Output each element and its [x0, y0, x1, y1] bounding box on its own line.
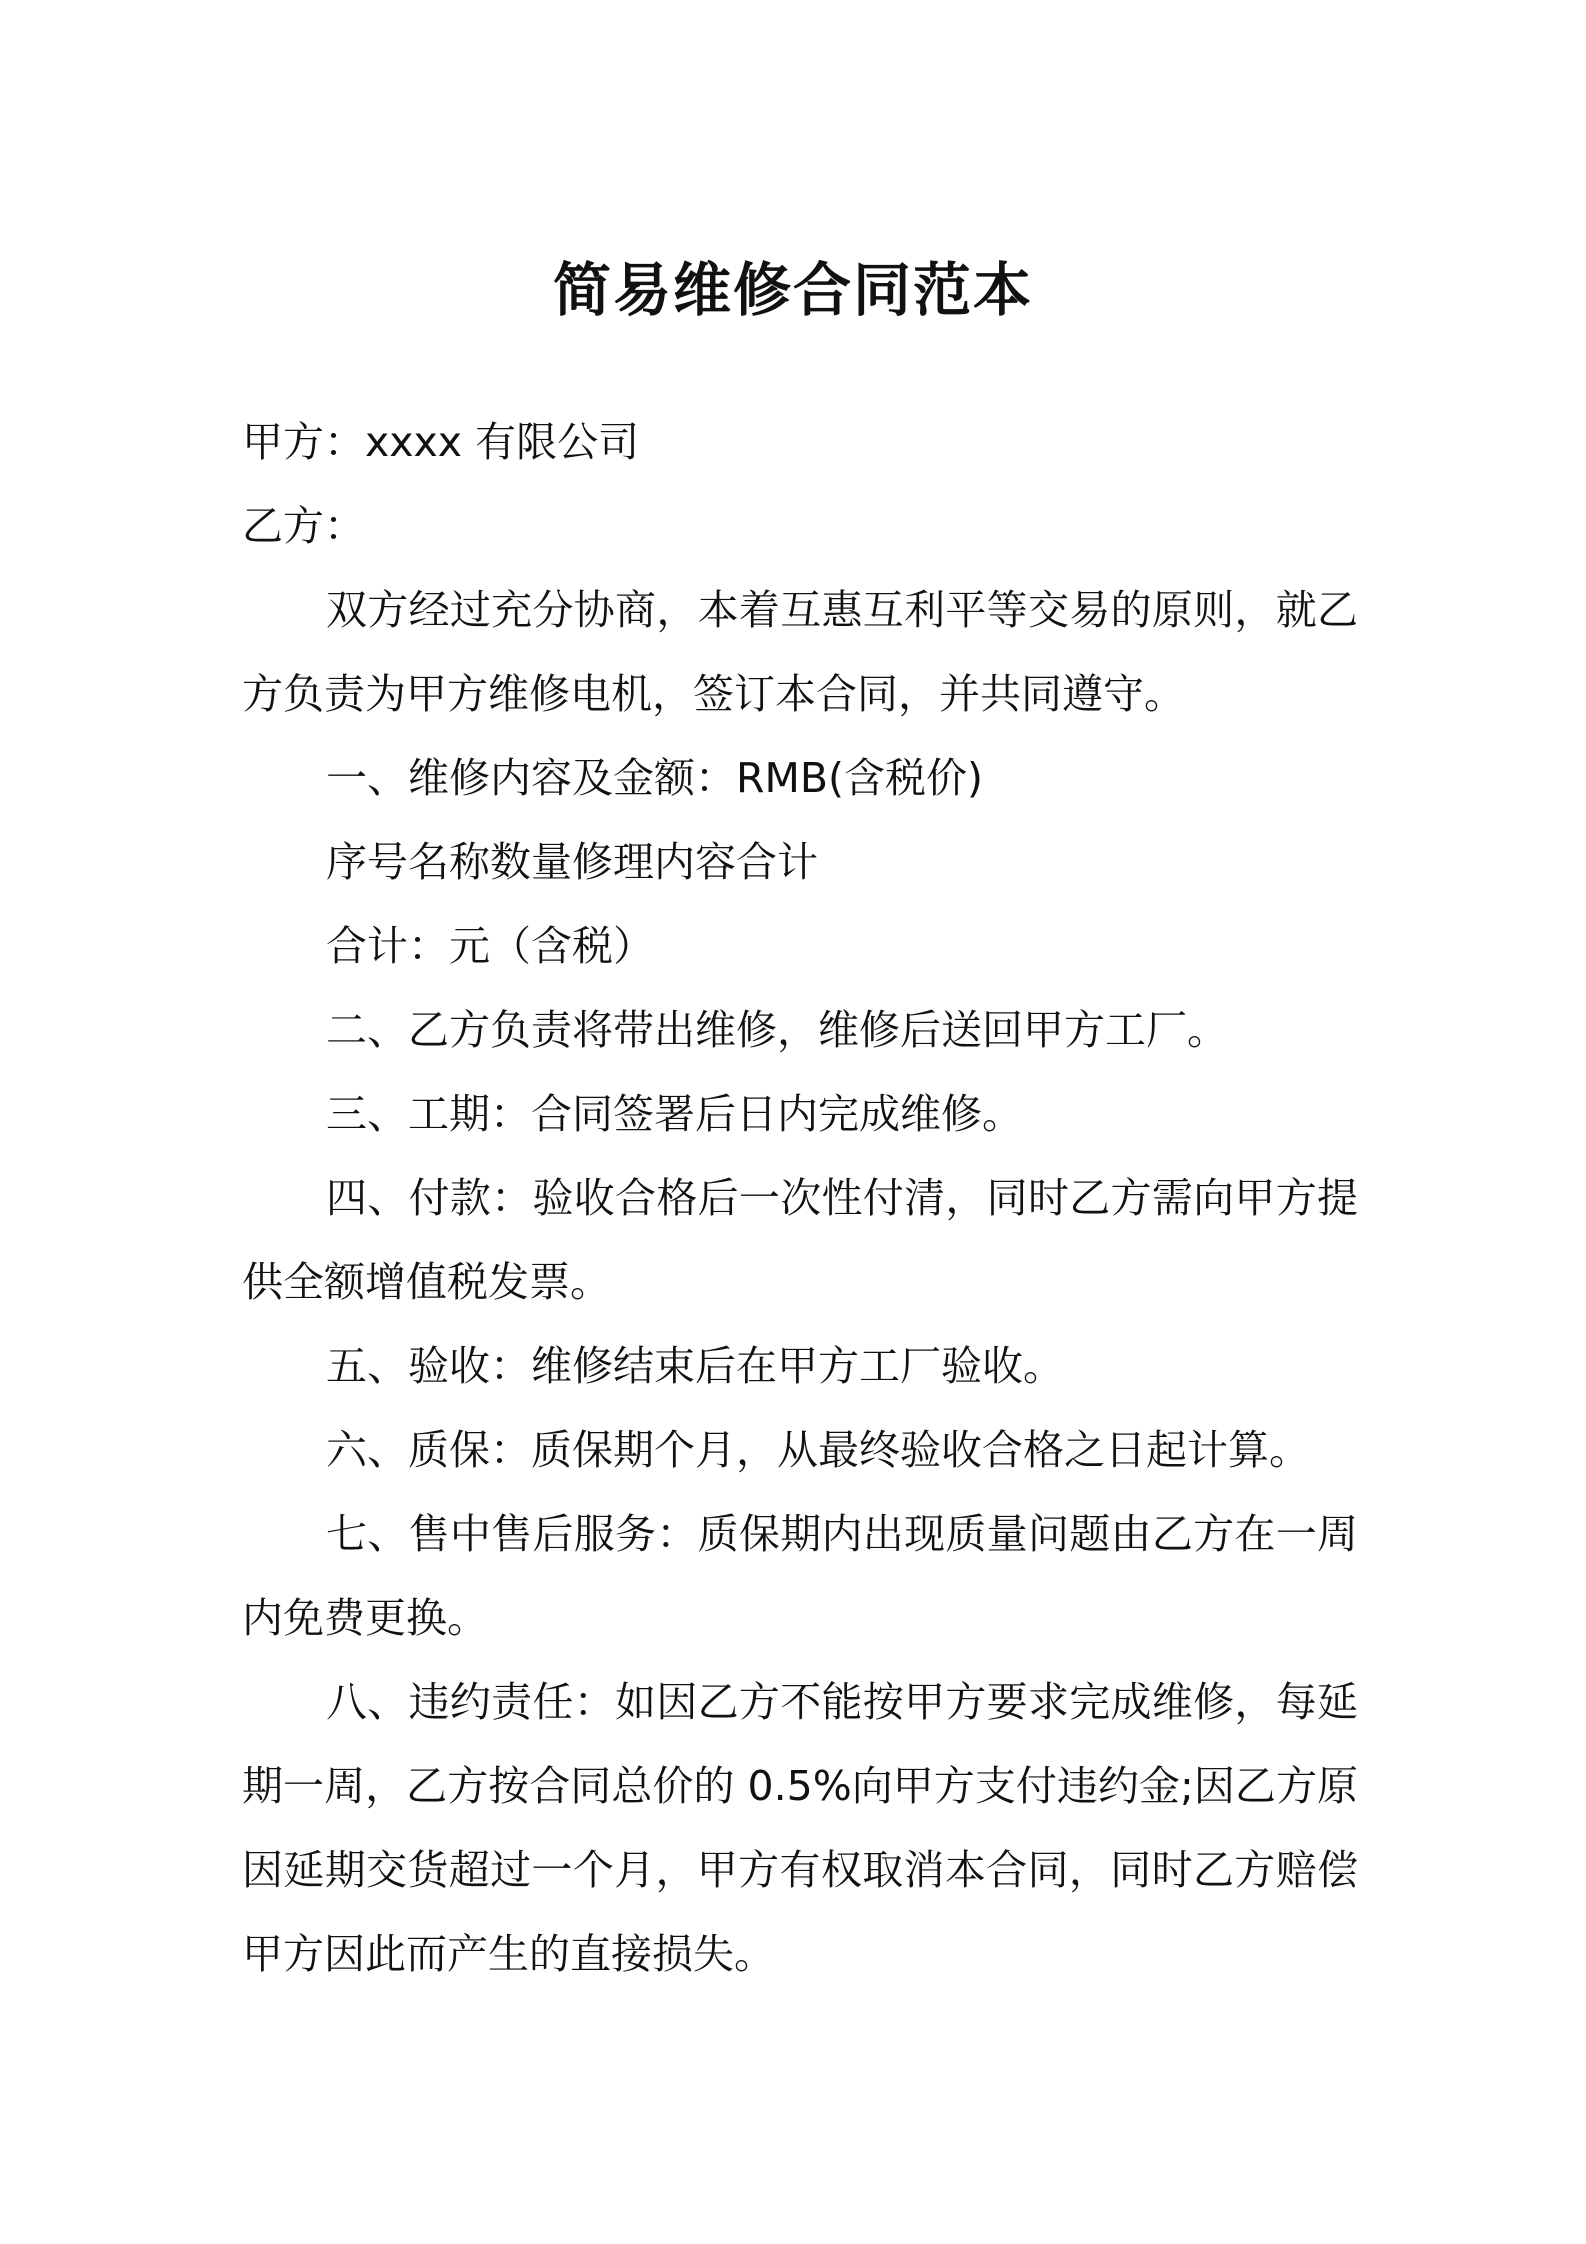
- intro-paragraph: 双方经过充分协商，本着互惠互利平等交易的原则，就乙方负责为甲方维修电机，签订本合同，并共同遵守。: [242, 586, 1358, 718]
- clause-5-acceptance: 五、验收：维修结束后在甲方工厂验收。: [326, 1342, 1064, 1390]
- clause-2-delivery: 二、乙方负责将带出维修，维修后送回甲方工厂。: [326, 1006, 1228, 1054]
- party-a-line: 甲方：xxxx 有限公司: [242, 418, 640, 466]
- table-header-line: 序号名称数量修理内容合计: [326, 838, 818, 886]
- clause-6-warranty: 六、质保：质保期个月，从最终验收合格之日起计算。: [326, 1426, 1310, 1474]
- party-b-line: 乙方：: [242, 502, 365, 550]
- document-body: [242, 400, 1358, 1996]
- clause-3-schedule: 三、工期：合同签署后日内完成维修。: [326, 1090, 1023, 1138]
- clause-4-payment: 四、付款：验收合格后一次性付清，同时乙方需向甲方提供全额增值税发票。: [242, 1174, 1358, 1306]
- document-title: 简易维修合同范本: [552, 256, 1033, 324]
- clause-7-service: 七、售中售后服务：质保期内出现质量问题由乙方在一周内免费更换。: [242, 1510, 1358, 1642]
- clause-1-repair-content: 一、维修内容及金额：RMB(含税价): [326, 754, 983, 802]
- total-line: 合计：元（含税）: [326, 922, 654, 970]
- clause-8-liability: 八、违约责任：如因乙方不能按甲方要求完成维修，每延期一周，乙方按合同总价的 0.5%向甲方支付违约金;因乙方原因延期交货超过一个月，甲方有权取消本合同，同时乙方赔偿甲方因此而产生的直接损失。: [242, 1678, 1358, 1978]
